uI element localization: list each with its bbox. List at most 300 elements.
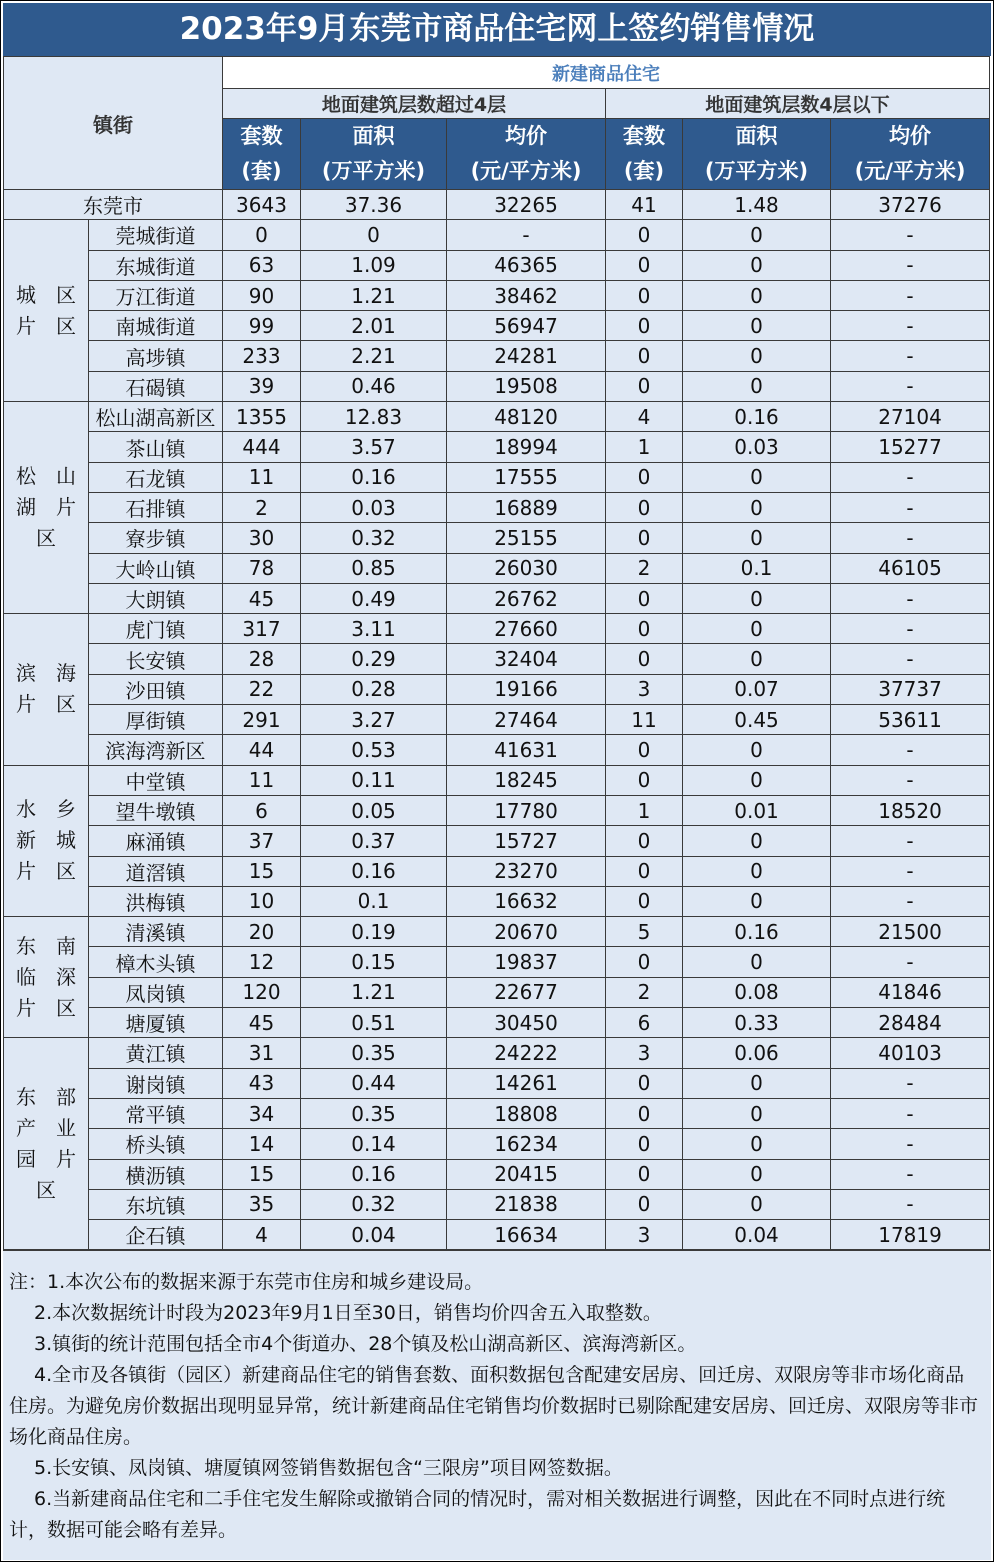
table-row — [4, 1038, 990, 1068]
cell-units-below: 0 — [606, 1129, 683, 1159]
note-item: 3.镇街的统计范围包括全市4个街道办、28个镇及松山湖高新区、滨海湾新区。 — [34, 1333, 697, 1355]
cell-price-below: 17819 — [831, 1220, 990, 1250]
cell-price-above: 17555 — [447, 462, 606, 492]
cell-units-above: 99 — [223, 311, 301, 341]
cell-units-above: 28 — [223, 644, 301, 674]
district-label: 滨 海 片 区 — [4, 614, 89, 765]
district-label: 城 区 片 区 — [4, 220, 89, 402]
cell-price-above: 24222 — [447, 1038, 606, 1068]
cell-area-above: 0.51 — [301, 1008, 447, 1038]
cell-area-below: 0 — [683, 1159, 831, 1189]
town-name: 大朗镇 — [89, 583, 223, 613]
table-row — [4, 462, 990, 492]
cell-units-below: 0 — [606, 856, 683, 886]
cell-area-above: 0.05 — [301, 795, 447, 825]
cell-units-above: 233 — [223, 341, 301, 371]
cell-price-below: - — [831, 826, 990, 856]
cell-units-above: 11 — [223, 462, 301, 492]
table-row — [4, 1159, 990, 1189]
cell-units-above: 444 — [223, 432, 301, 462]
cell-area-above: 0.44 — [301, 1068, 447, 1098]
town-name: 石龙镇 — [89, 462, 223, 492]
cell-area-above: 0.35 — [301, 1098, 447, 1128]
cell-area-above: 0.11 — [301, 765, 447, 795]
cell-price-below: - — [831, 462, 990, 492]
table-row — [4, 1189, 990, 1219]
town-name: 松山湖高新区 — [89, 402, 223, 432]
cell-price-below: - — [831, 644, 990, 674]
cell-price-below: - — [831, 735, 990, 765]
cell-units-below: 2 — [606, 553, 683, 583]
cell-price-above: 38462 — [447, 280, 606, 310]
cell-price-below: - — [831, 311, 990, 341]
cell-price-above: 18245 — [447, 765, 606, 795]
cell-area-above: 1.21 — [301, 977, 447, 1007]
cell-units-below: 4 — [606, 402, 683, 432]
table-row — [4, 492, 990, 522]
table-row — [4, 674, 990, 704]
table-row — [4, 614, 990, 644]
table-row — [4, 1098, 990, 1128]
cell-units-below: 6 — [606, 1008, 683, 1038]
table-row — [4, 1129, 990, 1159]
town-name: 莞城街道 — [89, 220, 223, 250]
table-row — [4, 432, 990, 462]
cell-units-below: 0 — [606, 947, 683, 977]
cell-area-above: 0.16 — [301, 1159, 447, 1189]
cell-price-above: 20415 — [447, 1159, 606, 1189]
col-header-price-above: 均价 (元/平方米) — [447, 119, 606, 190]
col-header-price-below: 均价 (元/平方米) — [831, 119, 990, 190]
cell-price-above: 19837 — [447, 947, 606, 977]
cell-units-below: 0 — [606, 735, 683, 765]
cell-price-below: - — [831, 765, 990, 795]
cell-units-above: 37 — [223, 826, 301, 856]
cell-price-above: 23270 — [447, 856, 606, 886]
town-name: 东城街道 — [89, 250, 223, 280]
cell-area-above: 0.32 — [301, 523, 447, 553]
cell-area-above: 0.85 — [301, 553, 447, 583]
cell-area-below: 0 — [683, 735, 831, 765]
cell-price-below: 27104 — [831, 402, 990, 432]
cell-price-below: - — [831, 614, 990, 644]
cell-price-below: - — [831, 250, 990, 280]
cell-area-below: 0 — [683, 1068, 831, 1098]
cell-units-above: 20 — [223, 917, 301, 947]
town-name: 谢岗镇 — [89, 1068, 223, 1098]
district-label: 水 乡 新 城 片 区 — [4, 765, 89, 916]
cell-units-above: 43 — [223, 1068, 301, 1098]
cell-units-above: 10 — [223, 886, 301, 916]
cell-price-below: - — [831, 341, 990, 371]
table-row — [4, 977, 990, 1007]
cell-units-below: 0 — [606, 492, 683, 522]
table-row — [4, 765, 990, 795]
town-name: 大岭山镇 — [89, 553, 223, 583]
table-row — [4, 523, 990, 553]
cell-price-above: 15727 — [447, 826, 606, 856]
table-row — [4, 220, 990, 250]
cell-units-above: 0 — [223, 220, 301, 250]
cell-price-below: - — [831, 523, 990, 553]
cell-price-above: 18994 — [447, 432, 606, 462]
cell-area-below: 0.03 — [683, 432, 831, 462]
cell-units-below: 3 — [606, 1220, 683, 1250]
town-name: 麻涌镇 — [89, 826, 223, 856]
cell-area-below: 0 — [683, 220, 831, 250]
cell-price-above: 27464 — [447, 705, 606, 735]
cell-price-below: 18520 — [831, 795, 990, 825]
cell-price-below: 53611 — [831, 705, 990, 735]
town-name: 洪梅镇 — [89, 886, 223, 916]
cell-price-below: 40103 — [831, 1038, 990, 1068]
cell-price-above: 26030 — [447, 553, 606, 583]
cell-price-above: 30450 — [447, 1008, 606, 1038]
cell-units-below: 1 — [606, 432, 683, 462]
cell-price-above: 17780 — [447, 795, 606, 825]
cell-price-below: - — [831, 492, 990, 522]
cell-price-above: 16632 — [447, 886, 606, 916]
table-row — [4, 583, 990, 613]
cell-units-above: 44 — [223, 735, 301, 765]
town-name: 道滘镇 — [89, 856, 223, 886]
cell-price-below: - — [831, 1129, 990, 1159]
cell-area-below: 1.48 — [683, 190, 831, 220]
cell-units-above: 31 — [223, 1038, 301, 1068]
cell-units-above: 12 — [223, 947, 301, 977]
note-item: 2.本次数据统计时段为2023年9月1日至30日，销售均价四舍五入取整数。 — [34, 1302, 662, 1324]
cell-area-above: 37.36 — [301, 190, 447, 220]
cell-area-above: 0.15 — [301, 947, 447, 977]
cell-price-below: - — [831, 1068, 990, 1098]
cell-units-above: 3643 — [223, 190, 301, 220]
cell-units-below: 0 — [606, 1068, 683, 1098]
cell-area-below: 0 — [683, 341, 831, 371]
cell-price-below: - — [831, 280, 990, 310]
table-row — [4, 1008, 990, 1038]
cell-area-above: 0.49 — [301, 583, 447, 613]
town-name: 长安镇 — [89, 644, 223, 674]
town-name: 南城街道 — [89, 311, 223, 341]
cell-price-above: 48120 — [447, 402, 606, 432]
town-name: 企石镇 — [89, 1220, 223, 1250]
cell-price-above: 19508 — [447, 371, 606, 401]
note-item: 6.当新建商品住宅和二手住宅发生解除或撤销合同的情况时，需对相关数据进行调整，因此在不同时点进行统计，数据可能会略有差异。 — [9, 1488, 946, 1541]
table-row — [4, 735, 990, 765]
cell-units-above: 45 — [223, 1008, 301, 1038]
cell-area-above: 0.29 — [301, 644, 447, 674]
table-row — [4, 553, 990, 583]
cell-price-above: 19166 — [447, 674, 606, 704]
table-row — [4, 795, 990, 825]
cell-area-below: 0.45 — [683, 705, 831, 735]
cell-price-above: 27660 — [447, 614, 606, 644]
cell-price-above: 14261 — [447, 1068, 606, 1098]
col-header-units-below: 套数 (套) — [606, 119, 683, 190]
cell-area-below: 0.08 — [683, 977, 831, 1007]
cell-units-above: 1355 — [223, 402, 301, 432]
group-below-4-floors: 地面建筑层数4层以下 — [606, 89, 990, 119]
town-name: 寮步镇 — [89, 523, 223, 553]
table-row-city — [4, 190, 990, 220]
cell-units-above: 15 — [223, 856, 301, 886]
cell-area-above: 0.03 — [301, 492, 447, 522]
cell-units-below: 5 — [606, 917, 683, 947]
cell-units-above: 120 — [223, 977, 301, 1007]
table-row — [4, 1220, 990, 1250]
cell-price-below: - — [831, 947, 990, 977]
town-name: 常平镇 — [89, 1098, 223, 1128]
cell-area-above: 0.1 — [301, 886, 447, 916]
town-name: 石碣镇 — [89, 371, 223, 401]
cell-price-above: 26762 — [447, 583, 606, 613]
cell-price-above: 56947 — [447, 311, 606, 341]
cell-units-below: 0 — [606, 583, 683, 613]
cell-price-below: - — [831, 1189, 990, 1219]
cell-units-below: 11 — [606, 705, 683, 735]
cell-area-below: 0 — [683, 311, 831, 341]
cell-units-above: 317 — [223, 614, 301, 644]
cell-units-below: 0 — [606, 1159, 683, 1189]
cell-area-below: 0 — [683, 644, 831, 674]
table-row — [4, 311, 990, 341]
cell-units-above: 39 — [223, 371, 301, 401]
col-header-area-above: 面积 (万平方米) — [301, 119, 447, 190]
cell-area-below: 0 — [683, 250, 831, 280]
cell-price-below: 41846 — [831, 977, 990, 1007]
table-row — [4, 1068, 990, 1098]
cell-price-below: 46105 — [831, 553, 990, 583]
cell-units-below: 3 — [606, 1038, 683, 1068]
cell-units-above: 90 — [223, 280, 301, 310]
cell-units-above: 35 — [223, 1189, 301, 1219]
table-row — [4, 886, 990, 916]
cell-area-below: 0 — [683, 826, 831, 856]
table-row — [4, 856, 990, 886]
cell-units-above: 291 — [223, 705, 301, 735]
cell-area-below: 0 — [683, 1129, 831, 1159]
cell-area-below: 0 — [683, 280, 831, 310]
town-name: 黄江镇 — [89, 1038, 223, 1068]
cell-price-below: 21500 — [831, 917, 990, 947]
cell-area-above: 2.21 — [301, 341, 447, 371]
cell-units-below: 0 — [606, 250, 683, 280]
town-name: 望牛墩镇 — [89, 795, 223, 825]
cell-units-below: 0 — [606, 826, 683, 856]
cell-units-above: 6 — [223, 795, 301, 825]
cell-area-below: 0.16 — [683, 402, 831, 432]
table-row — [4, 705, 990, 735]
cell-area-below: 0 — [683, 371, 831, 401]
cell-area-above: 0 — [301, 220, 447, 250]
cell-units-below: 0 — [606, 644, 683, 674]
cell-price-below: - — [831, 583, 990, 613]
cell-units-above: 22 — [223, 674, 301, 704]
cell-units-below: 0 — [606, 341, 683, 371]
cell-area-below: 0 — [683, 765, 831, 795]
cell-units-above: 34 — [223, 1098, 301, 1128]
town-name: 高埗镇 — [89, 341, 223, 371]
table-row — [4, 250, 990, 280]
cell-units-above: 2 — [223, 492, 301, 522]
cell-price-below: 37276 — [831, 190, 990, 220]
cell-area-below: 0.07 — [683, 674, 831, 704]
cell-price-below: 28484 — [831, 1008, 990, 1038]
cell-area-below: 0 — [683, 856, 831, 886]
district-label: 东 南 临 深 片 区 — [4, 917, 89, 1038]
cell-area-above: 0.35 — [301, 1038, 447, 1068]
cell-units-below: 0 — [606, 765, 683, 795]
cell-area-below: 0 — [683, 1189, 831, 1219]
cell-price-above: 46365 — [447, 250, 606, 280]
town-name: 滨海湾新区 — [89, 735, 223, 765]
town-name: 樟木头镇 — [89, 947, 223, 977]
cell-area-above: 0.16 — [301, 856, 447, 886]
table-row — [4, 826, 990, 856]
cell-units-below: 0 — [606, 311, 683, 341]
cell-price-above: 32265 — [447, 190, 606, 220]
cell-units-below: 1 — [606, 795, 683, 825]
cell-area-above: 0.46 — [301, 371, 447, 401]
cell-units-below: 0 — [606, 1098, 683, 1128]
cell-units-below: 0 — [606, 886, 683, 916]
town-name: 塘厦镇 — [89, 1008, 223, 1038]
cell-units-above: 30 — [223, 523, 301, 553]
cell-units-above: 63 — [223, 250, 301, 280]
cell-units-above: 15 — [223, 1159, 301, 1189]
cell-area-below: 0 — [683, 1098, 831, 1128]
table-row — [4, 917, 990, 947]
cell-units-above: 14 — [223, 1129, 301, 1159]
cell-area-below: 0.16 — [683, 917, 831, 947]
table-row — [4, 402, 990, 432]
city-name: 东莞市 — [4, 190, 223, 220]
cell-price-below: - — [831, 856, 990, 886]
town-name: 万江街道 — [89, 280, 223, 310]
town-name: 厚街镇 — [89, 705, 223, 735]
town-column-header: 镇街 — [4, 57, 223, 190]
district-label: 松 山 湖 片 区 — [4, 402, 89, 614]
table-row — [4, 947, 990, 977]
cell-units-below: 0 — [606, 523, 683, 553]
town-name: 茶山镇 — [89, 432, 223, 462]
page-title: 2023年9月东莞市商品住宅网上签约销售情况 — [3, 3, 991, 56]
town-name: 虎门镇 — [89, 614, 223, 644]
cell-area-above: 0.37 — [301, 826, 447, 856]
cell-area-above: 3.27 — [301, 705, 447, 735]
cell-price-below: 37737 — [831, 674, 990, 704]
cell-price-above: 22677 — [447, 977, 606, 1007]
town-name: 横沥镇 — [89, 1159, 223, 1189]
cell-area-below: 0 — [683, 614, 831, 644]
town-name: 凤岗镇 — [89, 977, 223, 1007]
cell-price-above: 25155 — [447, 523, 606, 553]
cell-area-above: 3.57 — [301, 432, 447, 462]
cell-units-below: 0 — [606, 220, 683, 250]
cell-area-above: 0.53 — [301, 735, 447, 765]
cell-price-above: 41631 — [447, 735, 606, 765]
cell-area-below: 0.01 — [683, 795, 831, 825]
cell-area-below: 0.33 — [683, 1008, 831, 1038]
cell-area-above: 0.28 — [301, 674, 447, 704]
town-name: 桥头镇 — [89, 1129, 223, 1159]
cell-area-above: 2.01 — [301, 311, 447, 341]
cell-price-below: - — [831, 1098, 990, 1128]
cell-price-above: 16234 — [447, 1129, 606, 1159]
table-row — [4, 280, 990, 310]
cell-area-above: 0.19 — [301, 917, 447, 947]
cell-area-below: 0 — [683, 947, 831, 977]
town-name: 中堂镇 — [89, 765, 223, 795]
new-housing-header: 新建商品住宅 — [223, 57, 990, 89]
col-header-units-above: 套数 (套) — [223, 119, 301, 190]
cell-area-below: 0 — [683, 583, 831, 613]
group-above-4-floors: 地面建筑层数超过4层 — [223, 89, 606, 119]
cell-units-above: 45 — [223, 583, 301, 613]
cell-units-below: 0 — [606, 280, 683, 310]
cell-units-below: 41 — [606, 190, 683, 220]
town-name: 清溪镇 — [89, 917, 223, 947]
cell-units-above: 11 — [223, 765, 301, 795]
cell-area-below: 0.06 — [683, 1038, 831, 1068]
cell-area-above: 1.09 — [301, 250, 447, 280]
col-header-area-below: 面积 (万平方米) — [683, 119, 831, 190]
table-row — [4, 644, 990, 674]
cell-area-below: 0 — [683, 523, 831, 553]
cell-price-above: 18808 — [447, 1098, 606, 1128]
note-item: 5.长安镇、凤岗镇、塘厦镇网签销售数据包含“三限房”项目网签数据。 — [34, 1457, 623, 1479]
cell-area-above: 0.04 — [301, 1220, 447, 1250]
note-item: 注：1.本次公布的数据来源于东莞市住房和城乡建设局。 — [9, 1271, 484, 1293]
cell-units-below: 2 — [606, 977, 683, 1007]
cell-units-below: 0 — [606, 614, 683, 644]
cell-area-above: 1.21 — [301, 280, 447, 310]
cell-units-below: 0 — [606, 1189, 683, 1219]
cell-area-below: 0 — [683, 886, 831, 916]
cell-units-above: 4 — [223, 1220, 301, 1250]
cell-units-below: 0 — [606, 371, 683, 401]
town-name: 沙田镇 — [89, 674, 223, 704]
cell-price-below: - — [831, 886, 990, 916]
cell-price-below: - — [831, 1159, 990, 1189]
cell-area-below: 0 — [683, 492, 831, 522]
cell-area-above: 3.11 — [301, 614, 447, 644]
cell-units-below: 0 — [606, 462, 683, 492]
cell-price-below: 15277 — [831, 432, 990, 462]
cell-area-below: 0 — [683, 462, 831, 492]
table-row — [4, 341, 990, 371]
cell-area-above: 0.32 — [301, 1189, 447, 1219]
cell-price-above: 16889 — [447, 492, 606, 522]
cell-price-below: - — [831, 220, 990, 250]
note-item: 4.全市及各镇街（园区）新建商品住宅的销售套数、面积数据包含配建安居房、回迁房、双限房等非市场化商品住房。为避免房价数据出现明显异常，统计新建商品住宅销售均价数据时已剔除配建安居房、回迁房、双限房等非市场化商品住房。 — [9, 1364, 979, 1448]
cell-area-above: 0.14 — [301, 1129, 447, 1159]
cell-area-below: 0.1 — [683, 553, 831, 583]
cell-price-below: - — [831, 371, 990, 401]
town-name: 石排镇 — [89, 492, 223, 522]
cell-units-below: 3 — [606, 674, 683, 704]
cell-price-above: - — [447, 220, 606, 250]
cell-price-above: 32404 — [447, 644, 606, 674]
cell-area-below: 0.04 — [683, 1220, 831, 1250]
cell-price-above: 24281 — [447, 341, 606, 371]
cell-price-above: 21838 — [447, 1189, 606, 1219]
district-label: 东 部 产 业 园 片 区 — [4, 1038, 89, 1250]
cell-price-above: 16634 — [447, 1220, 606, 1250]
sales-table — [3, 56, 990, 1250]
cell-units-above: 78 — [223, 553, 301, 583]
cell-price-above: 20670 — [447, 917, 606, 947]
